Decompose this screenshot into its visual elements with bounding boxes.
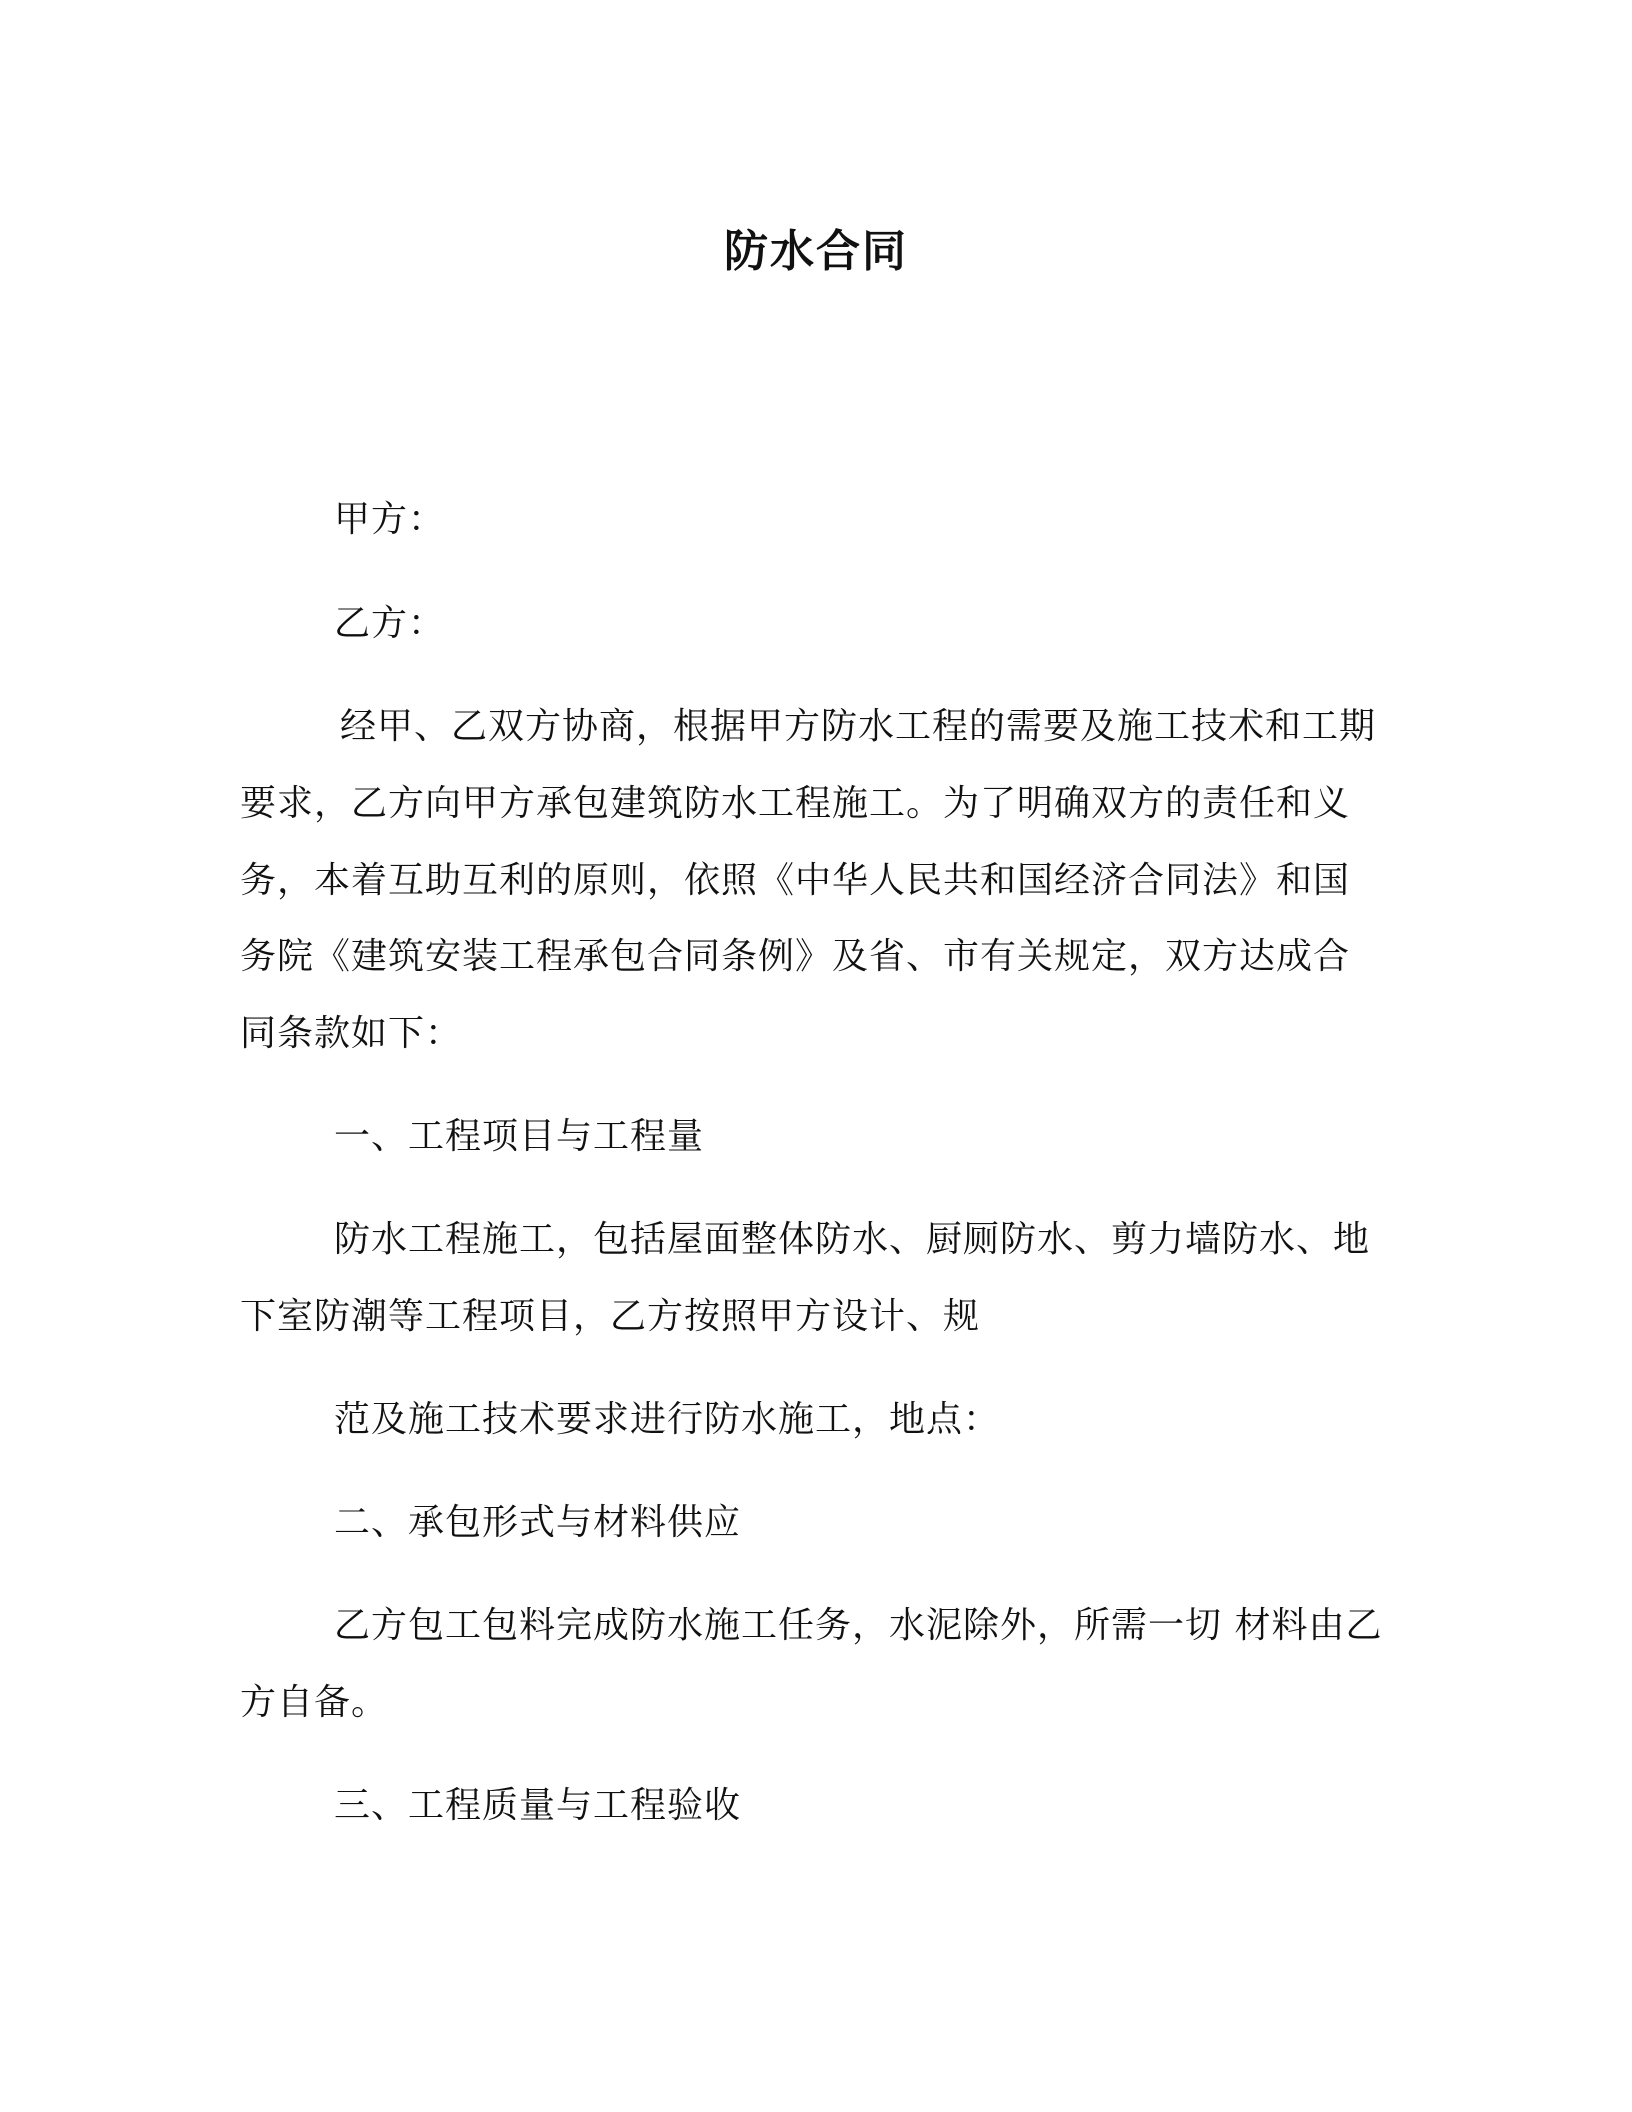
section-1-line-1: 防水工程施工，包括屋面整体防水、厨厕防水、剪力墙防水、地 [334, 1219, 1371, 1260]
party-a-label: 甲方： [334, 499, 446, 540]
intro-line-1: 经甲、乙双方协商，根据甲方防水工程的需要及施工技术和工期 [340, 706, 1377, 747]
section-1-line-2: 下室防潮等工程项目，乙方按照甲方设计、规 [240, 1296, 981, 1337]
section-2-line-1: 乙方包工包料完成防水施工任务，水泥除外，所需一切 材料由乙 [334, 1605, 1383, 1646]
intro-line-5: 同条款如下： [240, 1013, 463, 1054]
section-2-line-2: 方自备。 [240, 1682, 389, 1723]
section-2-heading: 二、承包形式与材料供应 [334, 1502, 742, 1543]
intro-line-4: 务院《建筑安装工程承包合同条例》及省、市有关规定，双方达成合 [240, 936, 1351, 977]
intro-line-3: 务，本着互助互利的原则，依照《中华人民共和国经济合同法》和国 [240, 860, 1351, 901]
document-title: 防水合同 [724, 226, 908, 277]
party-b-label: 乙方： [334, 603, 446, 644]
section-1-heading: 一、工程项目与工程量 [334, 1116, 705, 1157]
section-1-continuation: 范及施工技术要求进行防水施工，地点： [334, 1399, 1001, 1440]
intro-line-2: 要求，乙方向甲方承包建筑防水工程施工。为了明确双方的责任和义 [240, 783, 1351, 824]
section-3-heading: 三、工程质量与工程验收 [334, 1785, 742, 1826]
